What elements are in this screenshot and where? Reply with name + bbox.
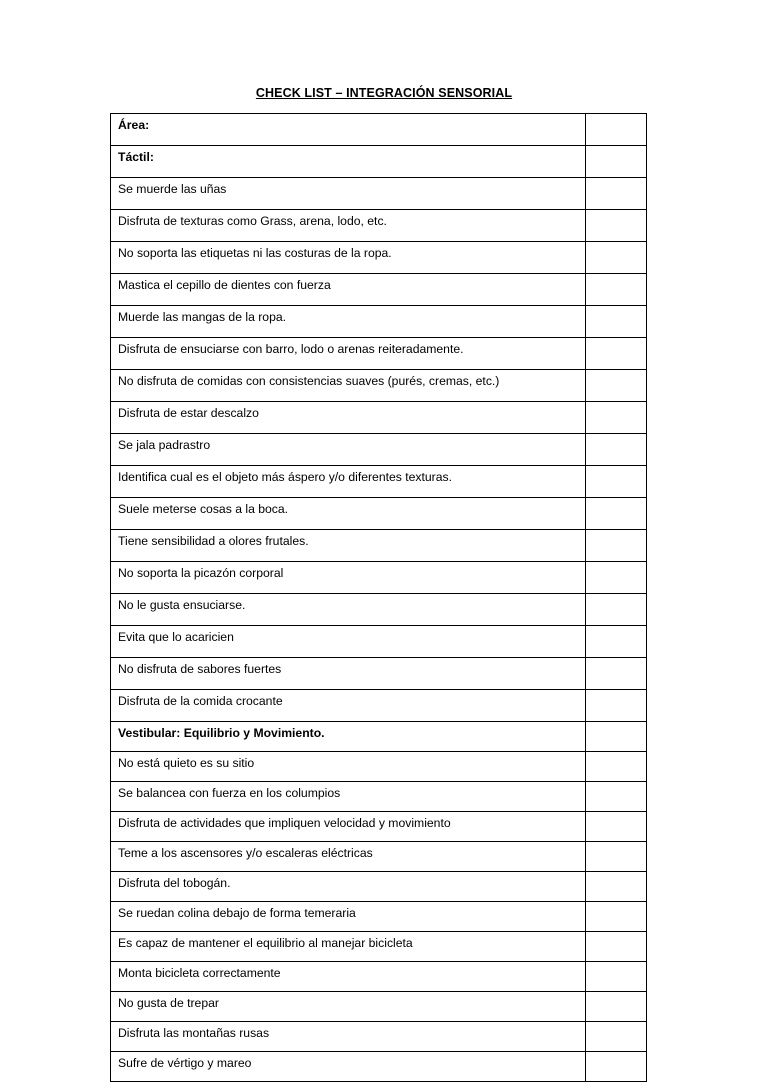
table-row bbox=[111, 306, 647, 338]
item-label: Disfruta las montañas rusas bbox=[111, 1022, 586, 1052]
section-label: Táctil: bbox=[111, 146, 586, 178]
table-row bbox=[111, 752, 647, 782]
item-label: No está quieto es su sitio bbox=[111, 752, 586, 782]
item-label: Disfruta del tobogán. bbox=[111, 872, 586, 902]
item-label: Suele meterse cosas a la boca. bbox=[111, 498, 586, 530]
item-label: Mastica el cepillo de dientes con fuerza bbox=[111, 274, 586, 306]
item-label: Disfruta de ensuciarse con barro, lodo o arenas reiteradamente. bbox=[111, 338, 586, 370]
item-label: Tiene sensibilidad a olores frutales. bbox=[111, 530, 586, 562]
item-label: No le gusta ensuciarse. bbox=[111, 594, 586, 626]
check-cell[interactable] bbox=[586, 752, 647, 782]
check-cell[interactable] bbox=[586, 992, 647, 1022]
check-cell[interactable] bbox=[586, 722, 647, 752]
check-cell[interactable] bbox=[586, 782, 647, 812]
section-label: Área: bbox=[111, 114, 586, 146]
item-label: No disfruta de comidas con consistencias suaves (purés, cremas, etc.) bbox=[111, 370, 586, 402]
area-row bbox=[111, 114, 647, 146]
table-row bbox=[111, 992, 647, 1022]
checklist-body bbox=[111, 114, 647, 1082]
check-cell[interactable] bbox=[586, 434, 647, 466]
table-row bbox=[111, 626, 647, 658]
check-cell[interactable] bbox=[586, 306, 647, 338]
section-label: Vestibular: Equilibrio y Movimiento. bbox=[111, 722, 586, 752]
item-label: No soporta la picazón corporal bbox=[111, 562, 586, 594]
table-row bbox=[111, 178, 647, 210]
item-label: Disfruta de la comida crocante bbox=[111, 690, 586, 722]
check-cell[interactable] bbox=[586, 842, 647, 872]
check-cell[interactable] bbox=[586, 114, 647, 146]
checklist-table bbox=[110, 113, 647, 1082]
check-cell[interactable] bbox=[586, 658, 647, 690]
check-cell[interactable] bbox=[586, 562, 647, 594]
table-row bbox=[111, 434, 647, 466]
check-cell[interactable] bbox=[586, 242, 647, 274]
check-cell[interactable] bbox=[586, 690, 647, 722]
check-cell[interactable] bbox=[586, 146, 647, 178]
item-label: Se muerde las uñas bbox=[111, 178, 586, 210]
check-cell[interactable] bbox=[586, 962, 647, 992]
section-header-row bbox=[111, 722, 647, 752]
check-cell[interactable] bbox=[586, 530, 647, 562]
check-cell[interactable] bbox=[586, 594, 647, 626]
item-label: Disfruta de estar descalzo bbox=[111, 402, 586, 434]
document-title: CHECK LIST – INTEGRACIÓN SENSORIAL bbox=[255, 86, 513, 100]
item-label: Se balancea con fuerza en los columpios bbox=[111, 782, 586, 812]
item-label: Evita que lo acaricien bbox=[111, 626, 586, 658]
table-row bbox=[111, 402, 647, 434]
check-cell[interactable] bbox=[586, 626, 647, 658]
item-label: Monta bicicleta correctamente bbox=[111, 962, 586, 992]
item-label: Disfruta de texturas como Grass, arena, lodo, etc. bbox=[111, 210, 586, 242]
check-cell[interactable] bbox=[586, 466, 647, 498]
table-row bbox=[111, 690, 647, 722]
table-row bbox=[111, 872, 647, 902]
table-row bbox=[111, 962, 647, 992]
table-row bbox=[111, 242, 647, 274]
item-label: No soporta las etiquetas ni las costuras de la ropa. bbox=[111, 242, 586, 274]
table-row bbox=[111, 530, 647, 562]
item-label: Teme a los ascensores y/o escaleras eléctricas bbox=[111, 842, 586, 872]
item-label: Identifica cual es el objeto más áspero y/o diferentes texturas. bbox=[111, 466, 586, 498]
check-cell[interactable] bbox=[586, 1052, 647, 1082]
item-label: No gusta de trepar bbox=[111, 992, 586, 1022]
item-label: Sufre de vértigo y mareo bbox=[111, 1052, 586, 1082]
table-row bbox=[111, 562, 647, 594]
item-label: Disfruta de actividades que impliquen velocidad y movimiento bbox=[111, 812, 586, 842]
item-label: No disfruta de sabores fuertes bbox=[111, 658, 586, 690]
table-row bbox=[111, 932, 647, 962]
table-row bbox=[111, 210, 647, 242]
check-cell[interactable] bbox=[586, 402, 647, 434]
check-cell[interactable] bbox=[586, 872, 647, 902]
table-row bbox=[111, 812, 647, 842]
check-cell[interactable] bbox=[586, 338, 647, 370]
check-cell[interactable] bbox=[586, 370, 647, 402]
item-label: Se ruedan colina debajo de forma temeraria bbox=[111, 902, 586, 932]
check-cell[interactable] bbox=[586, 932, 647, 962]
item-label: Muerde las mangas de la ropa. bbox=[111, 306, 586, 338]
check-cell[interactable] bbox=[586, 274, 647, 306]
item-label: Se jala padrastro bbox=[111, 434, 586, 466]
check-cell[interactable] bbox=[586, 178, 647, 210]
table-row bbox=[111, 1052, 647, 1082]
table-row bbox=[111, 338, 647, 370]
table-row bbox=[111, 902, 647, 932]
table-row bbox=[111, 466, 647, 498]
table-row bbox=[111, 274, 647, 306]
table-row bbox=[111, 842, 647, 872]
section-header-row bbox=[111, 146, 647, 178]
check-cell[interactable] bbox=[586, 812, 647, 842]
item-label: Es capaz de mantener el equilibrio al manejar bicicleta bbox=[111, 932, 586, 962]
table-row bbox=[111, 782, 647, 812]
check-cell[interactable] bbox=[586, 210, 647, 242]
table-row bbox=[111, 658, 647, 690]
table-row bbox=[111, 370, 647, 402]
check-cell[interactable] bbox=[586, 498, 647, 530]
table-row bbox=[111, 1022, 647, 1052]
table-row bbox=[111, 594, 647, 626]
check-cell[interactable] bbox=[586, 1022, 647, 1052]
check-cell[interactable] bbox=[586, 902, 647, 932]
table-row bbox=[111, 498, 647, 530]
